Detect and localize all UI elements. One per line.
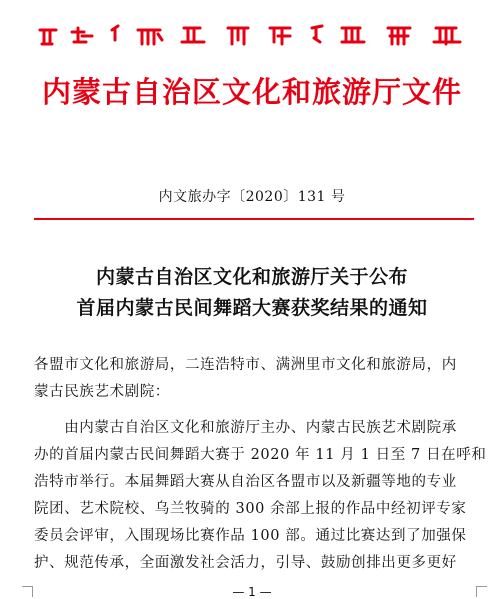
body-line: 蒙古民族艺术剧院： xyxy=(34,384,170,400)
page-number: — 1 — xyxy=(232,585,272,599)
letterhead-title: 内蒙古自治区文化和旅游厅文件 xyxy=(41,75,462,109)
notice-title-line-1: 内蒙古自治区文化和旅游厅关于公布 xyxy=(95,266,408,288)
body-line: 护、规范传承，全面激发社会活力，引导、鼓励创排出更多更好 xyxy=(34,555,457,571)
document-number: 内文旅办字〔2020〕131 号 xyxy=(158,189,346,205)
body-line: 办的首届内蒙古民间舞蹈大赛于 2020 年 11 月 1 日至 7 日在呼和 xyxy=(34,447,487,463)
red-divider-line xyxy=(34,218,474,220)
body-line: 浩特市举行。本届舞蹈大赛从自治区各盟市以及新疆等地的专业 xyxy=(34,474,457,490)
mongolian-script-header xyxy=(38,22,468,50)
body-line: 各盟市文化和旅游局，二连浩特市、满洲里市文化和旅游局，内 xyxy=(34,357,457,373)
body-line: 由内蒙古自治区文化和旅游厅主办、内蒙古民族艺术剧院承 xyxy=(34,420,457,436)
notice-title-line-2: 首届内蒙古民间舞蹈大赛获奖结果的通知 xyxy=(76,297,428,319)
body-line: 院团、艺术院校、乌兰牧骑的 300 余部上报的作品中经初评专家 xyxy=(34,501,467,517)
body-line: 委员会评审，入围现场比赛作品 100 部。通过比赛达到了加强保 xyxy=(34,528,467,544)
